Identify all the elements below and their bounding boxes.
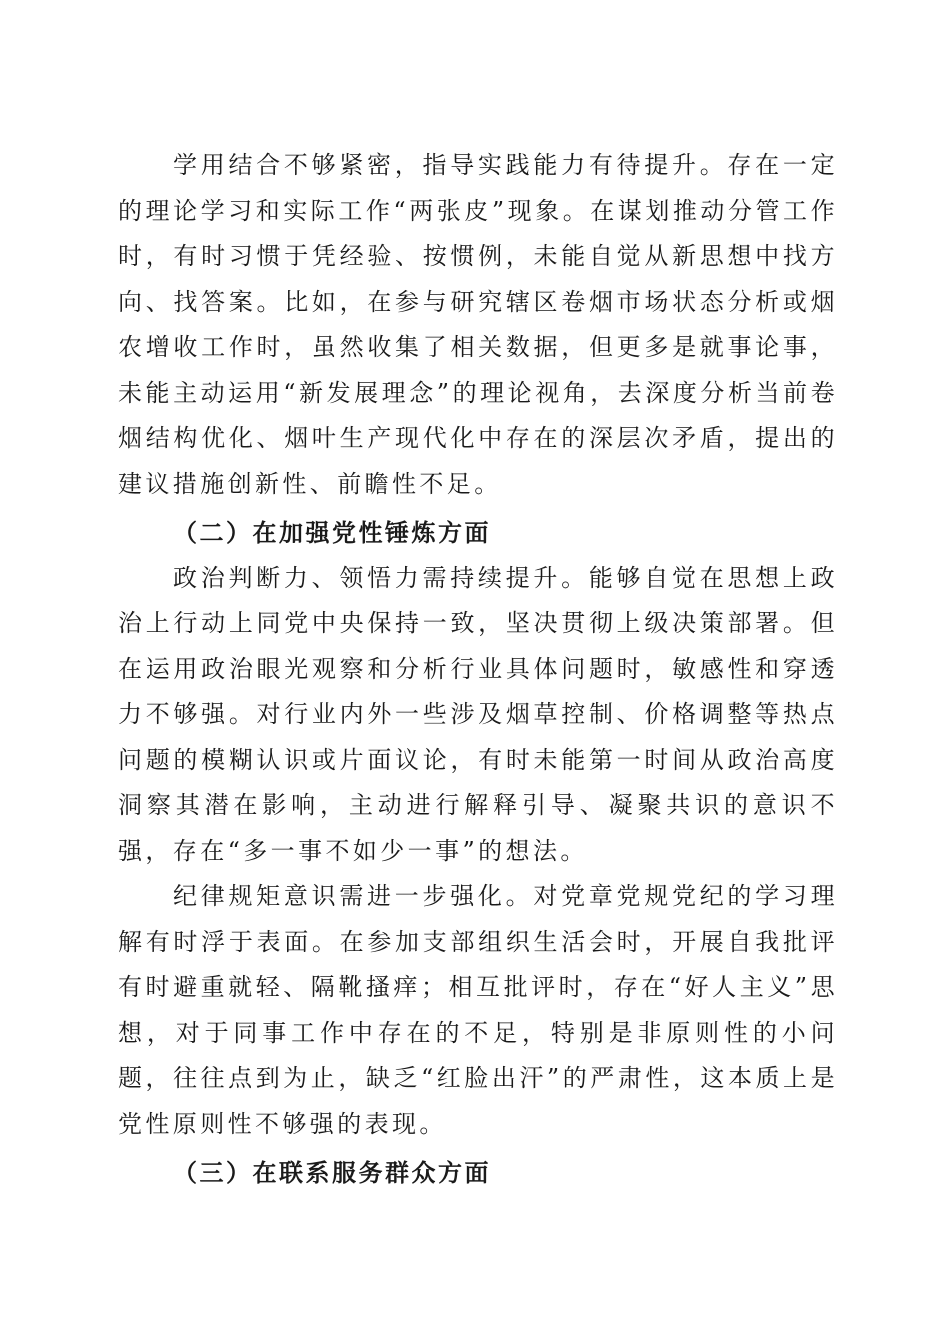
paragraph-study-application: 学用结合不够紧密，指导实践能力有待提升。存在一定的理论学习和实际工作“两张皮”现象。在谋划推动分管工作时，有时习惯于凭经验、按惯例，未能自觉从新思想中找方向、找答案。比如，在参与研究辖区卷烟市场状态分析或烟农增收工作时，虽然收集了相关数据，但更多是就事论事，未能主动运用“新发展理念”的理论视角，去深度分析当前卷烟结构优化、烟叶生产现代化中存在的深层次矛盾，提出的建议措施创新性、前瞻性不足。 — [118, 151, 838, 498]
section-heading-serving-masses: （三）在联系服务群众方面 — [173, 1158, 491, 1187]
section-heading-party-spirit: （二）在加强党性锤炼方面 — [173, 518, 491, 547]
document-body — [118, 143, 838, 1196]
paragraph-political-judgment: 政治判断力、领悟力需持续提升。能够自觉在思想上政治上行动上同党中央保持一致，坚决贯彻上级决策部署。但在运用政治眼光观察和分析行业具体问题时，敏感性和穿透力不够强。对行业内外一些涉及烟草控制、价格调整等热点问题的模糊认识或片面议论，有时未能第一时间从政治高度洞察其潜在影响，主动进行解释引导、凝聚共识的意识不强，存在“多一事不如少一事”的想法。 — [118, 563, 838, 865]
paragraph-discipline-awareness: 纪律规矩意识需进一步强化。对党章党规党纪的学习理解有时浮于表面。在参加支部组织生活会时，开展自我批评有时避重就轻、隔靴搔痒；相互批评时，存在“好人主义”思想，对于同事工作中存在的不足，特别是非原则性的小问题，往往点到为止，缺乏“红脸出汗”的严肃性，这本质上是党性原则性不够强的表现。 — [118, 882, 838, 1138]
